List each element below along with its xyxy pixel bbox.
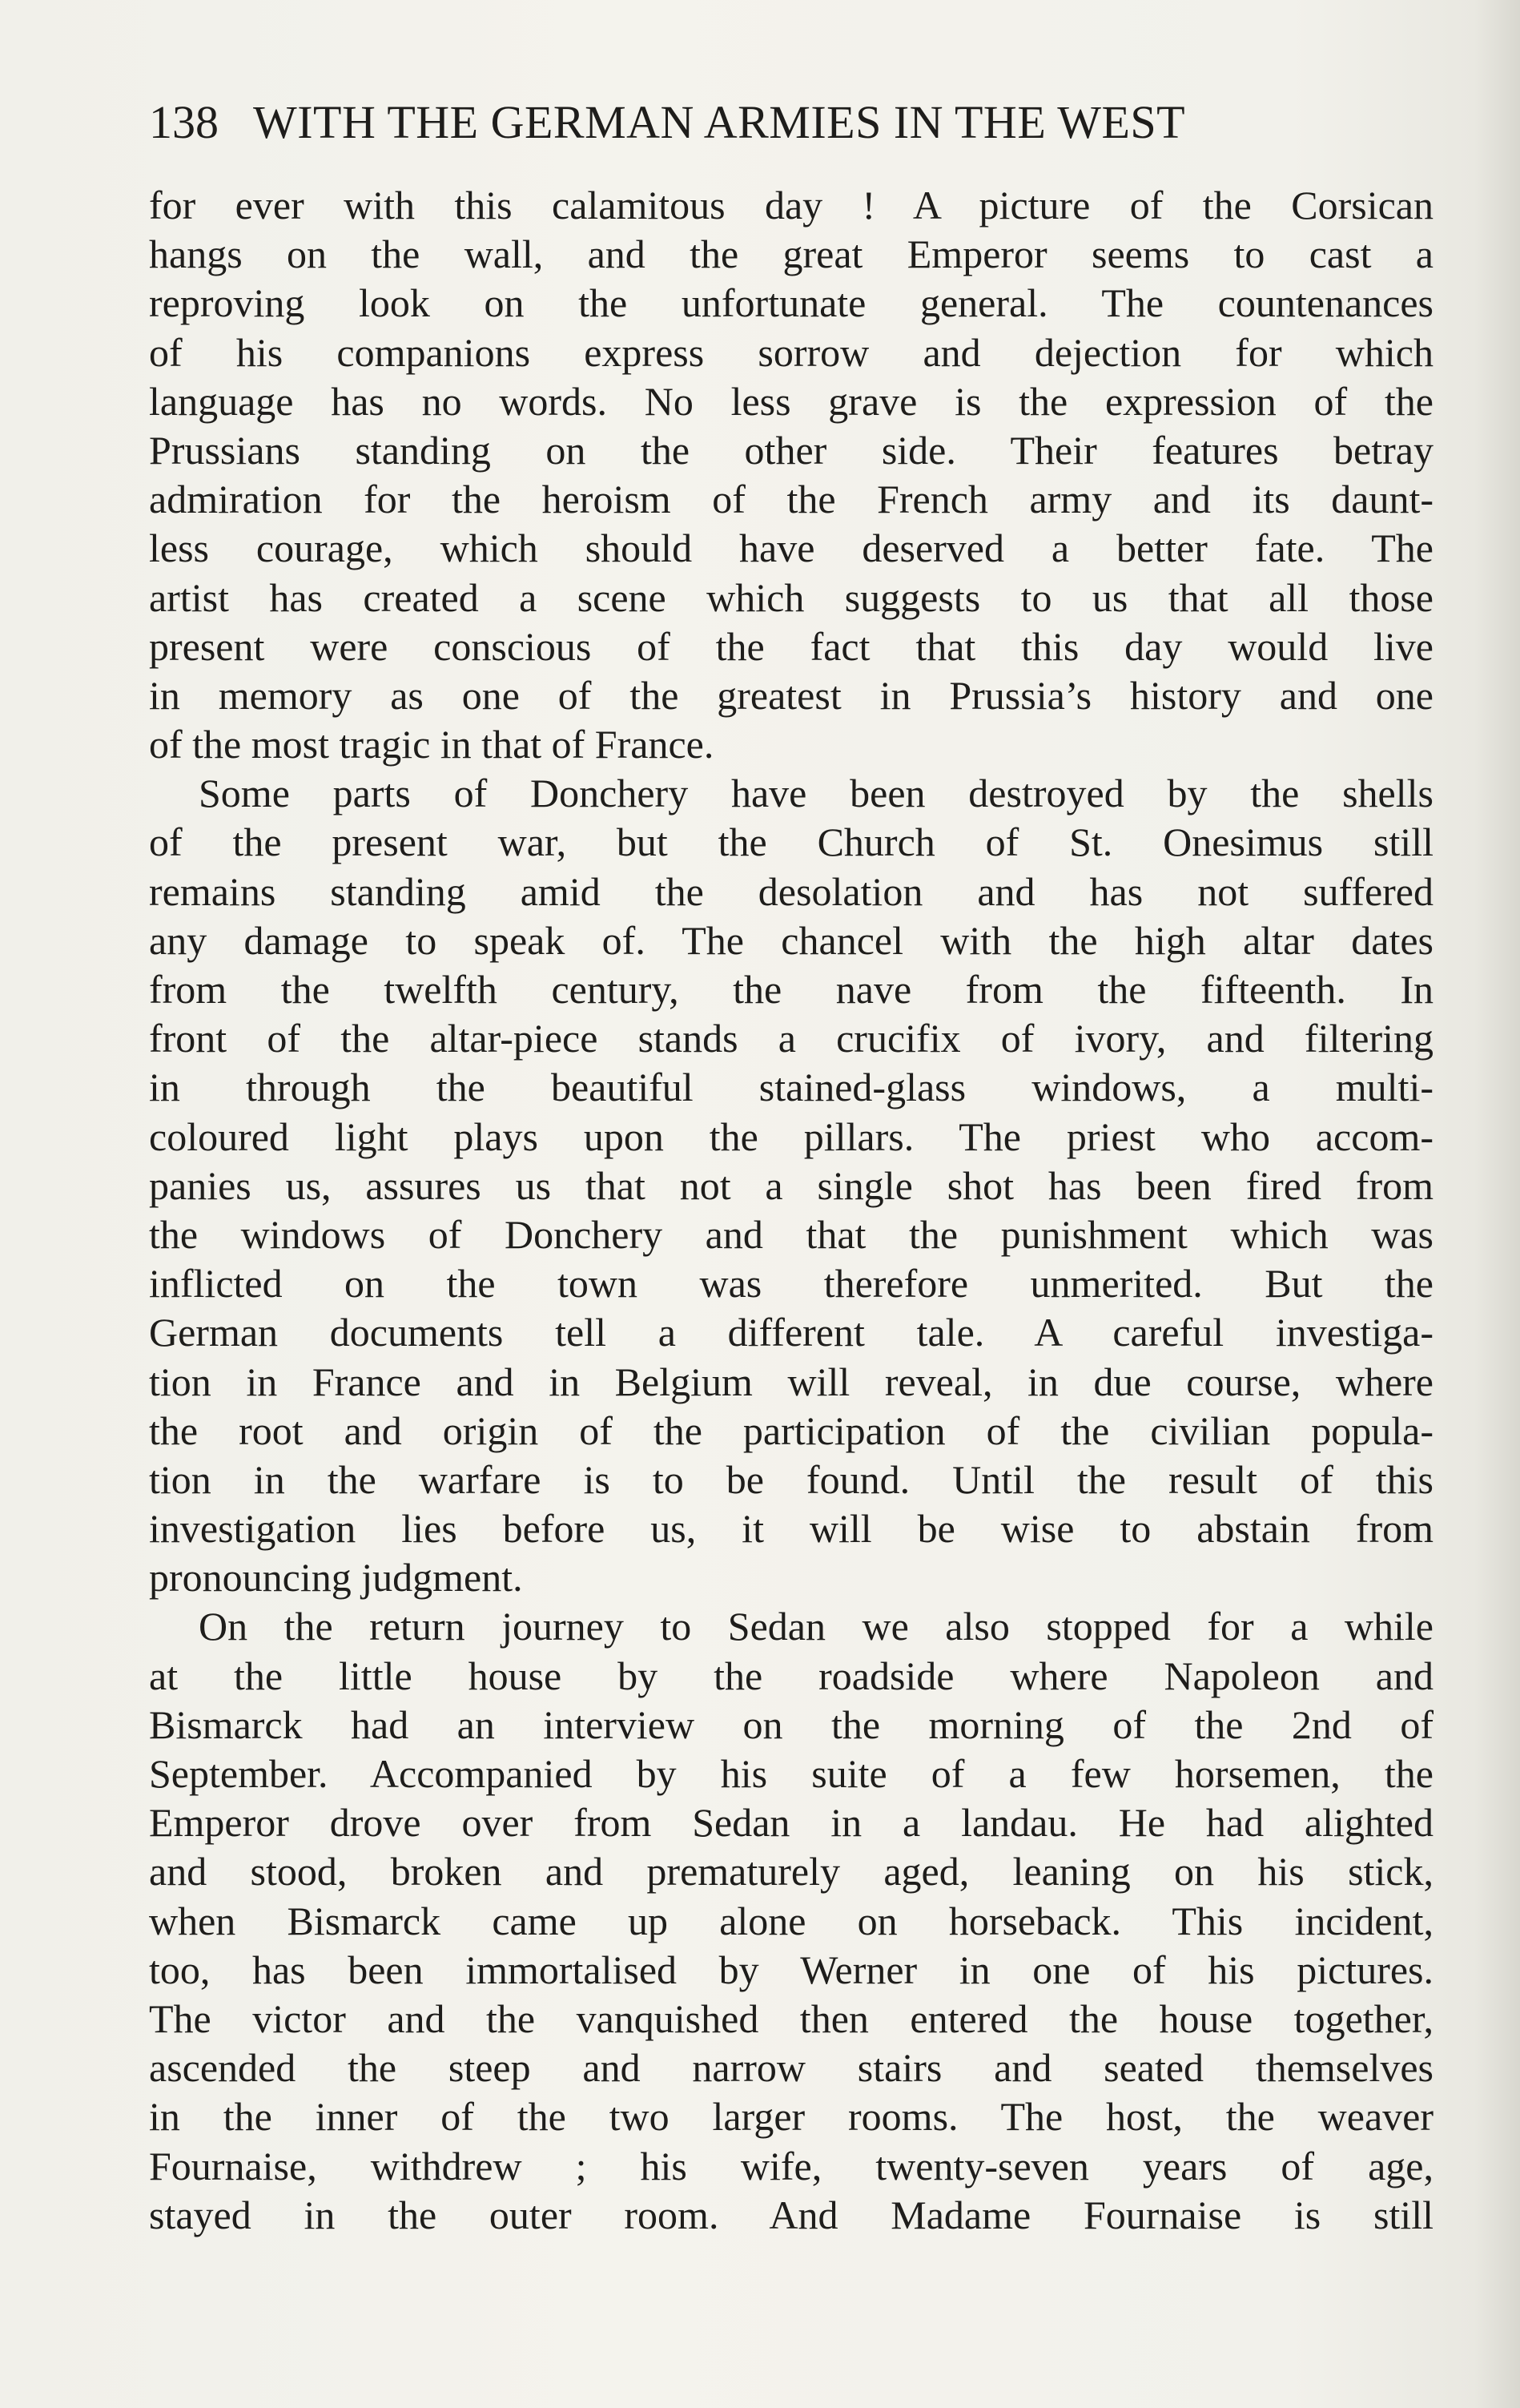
text-line: inflicted on the town was therefore unmerited. But the bbox=[149, 1261, 1434, 1307]
text-line: of the most tragic in that of France. bbox=[149, 722, 714, 767]
text-line: reproving look on the unfortunate general. The countenances bbox=[149, 280, 1434, 326]
text-line: Prussians standing on the other side. Their features betray bbox=[149, 427, 1434, 473]
page-number: 138 bbox=[149, 96, 219, 148]
text-line: investigation lies before us, it will be wise to abstain from bbox=[149, 1506, 1434, 1552]
paragraph-first-line: Some parts of Donchery have been destroyed by the shells bbox=[199, 771, 1434, 816]
paragraph-first-line: On the return journey to Sedan we also stopped for a while bbox=[199, 1604, 1434, 1649]
text-line: from the twelfth century, the nave from the fifteenth. In bbox=[149, 967, 1434, 1012]
text-line: of the present war, but the Church of St. Onesimus still bbox=[149, 819, 1434, 865]
text-line: ascended the steep and narrow stairs and seated themselves bbox=[149, 2045, 1434, 2091]
text-line: coloured light plays upon the pillars. The priest who accom- bbox=[149, 1113, 1434, 1159]
text-line: pronouncing judgment. bbox=[149, 1555, 523, 1601]
text-line: Fournaise, withdrew ; his wife, twenty-seven years of age, bbox=[149, 2143, 1434, 2189]
text-line: hangs on the wall, and the great Emperor seems to cast a bbox=[149, 232, 1434, 277]
text-line: present were conscious of the fact that this day would live bbox=[149, 623, 1434, 669]
text-line: September. Accompanied by his suite of a few horsemen, the bbox=[149, 1751, 1434, 1796]
text-line: tion in the warfare is to be found. Until the result of this bbox=[149, 1456, 1434, 1502]
body-text bbox=[149, 181, 1434, 2392]
text-line: for ever with this calamitous day ! A picture of the Corsican bbox=[149, 183, 1434, 228]
text-line: remains standing amid the desolation and has not suffered bbox=[149, 868, 1434, 914]
text-line: panies us, assures us that not a single shot has been fired from bbox=[149, 1162, 1434, 1208]
text-line: language has no words. No less grave is the expression of the bbox=[149, 378, 1434, 424]
text-line: less courage, which should have deserved a better fate. The bbox=[149, 525, 1434, 571]
running-title: WITH THE GERMAN ARMIES IN THE WEST bbox=[253, 96, 1186, 148]
text-line: when Bismarck came up alone on horseback. This incident, bbox=[149, 1898, 1434, 1943]
text-line: in the inner of the two larger rooms. The host, the weaver bbox=[149, 2094, 1434, 2140]
text-line: the windows of Donchery and that the punishment which was bbox=[149, 1211, 1434, 1257]
text-line: stayed in the outer room. And Madame Fournaise is still bbox=[149, 2192, 1434, 2237]
text-line: any damage to speak of. The chancel with the high altar dates bbox=[149, 917, 1434, 963]
text-line: in through the beautiful stained-glass windows, a multi- bbox=[149, 1065, 1434, 1110]
text-line: admiration for the heroism of the French army and its daunt- bbox=[149, 477, 1434, 522]
text-line: German documents tell a different tale. A careful investiga- bbox=[149, 1310, 1434, 1355]
running-head bbox=[149, 95, 1434, 151]
text-line: and stood, broken and prematurely aged, leaning on his stick, bbox=[149, 1849, 1434, 1895]
text-line: of his companions express sorrow and dejection for which bbox=[149, 329, 1434, 375]
text-line: The victor and the vanquished then entered the house together, bbox=[149, 1995, 1434, 2041]
text-line: in memory as one of the greatest in Prussia’s history and one bbox=[149, 672, 1434, 718]
text-line: the root and origin of the participation of the civilian popula- bbox=[149, 1407, 1434, 1453]
text-line: at the little house by the roadside where Napoleon and bbox=[149, 1653, 1434, 1698]
text-line: tion in France and in Belgium will reveal, in due course, where bbox=[149, 1359, 1434, 1404]
text-line: artist has created a scene which suggests to us that all those bbox=[149, 574, 1434, 620]
text-line: too, has been immortalised by Werner in one of his pictures. bbox=[149, 1947, 1434, 1992]
text-line: Emperor drove over from Sedan in a landau. He had alighted bbox=[149, 1800, 1434, 1846]
text-line: Bismarck had an interview on the morning of the 2nd of bbox=[149, 1701, 1434, 1747]
text-line: front of the altar-piece stands a crucifix of ivory, and filtering bbox=[149, 1016, 1434, 1061]
